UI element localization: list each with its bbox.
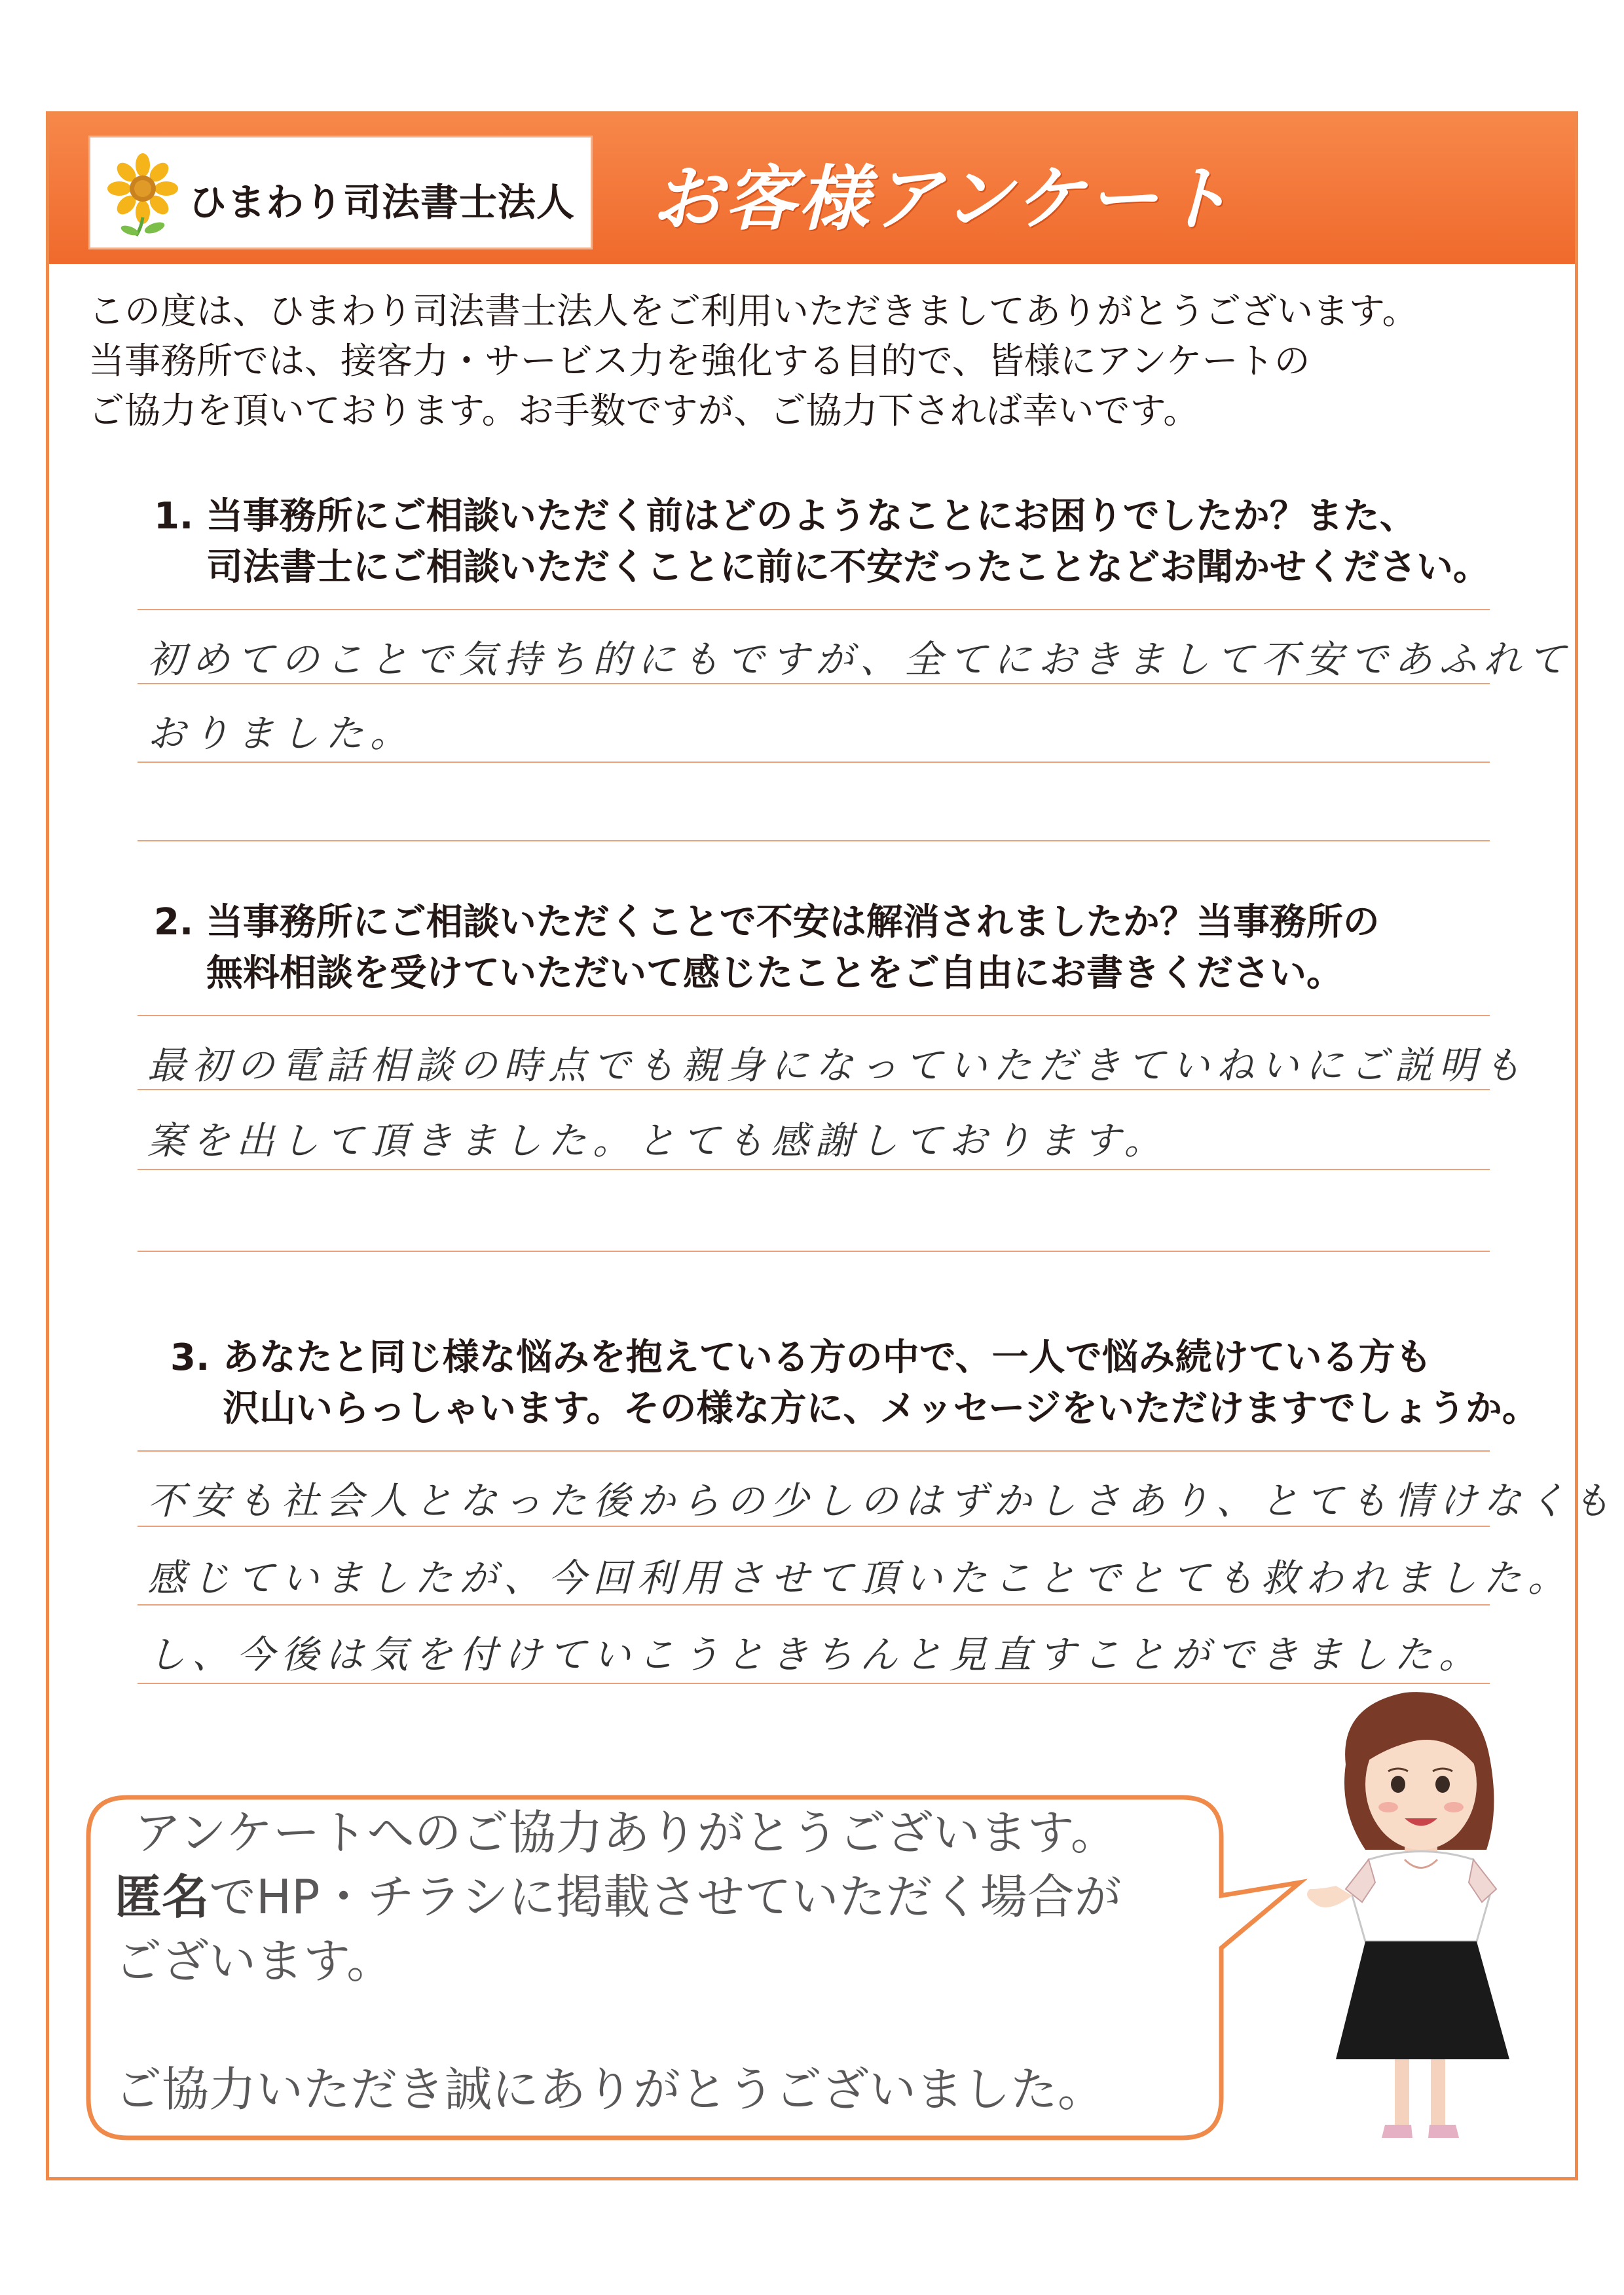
header-bar (49, 115, 1575, 264)
question-line: 無料相談を受けていただいて感じたことをご自由にお書きください。 (206, 952, 1343, 995)
answer-rule (138, 1683, 1490, 1684)
answer-rule (138, 683, 1490, 684)
intro-line: ご協力を頂いております。お手数ですが、ご協力下されば幸いです。 (88, 390, 1200, 431)
answer-rule (138, 1526, 1490, 1527)
bubble-message (115, 1801, 1122, 2121)
answer-rule (138, 1015, 1490, 1016)
answer-rule (138, 762, 1490, 763)
intro-text (88, 286, 1529, 435)
bubble-line: ご協力いただき誠にありがとうございました。 (115, 2062, 1105, 2117)
logo-text: ひまわり司法書士法人 (189, 180, 576, 225)
answer-rule (138, 1604, 1490, 1606)
answer-rule (138, 1089, 1490, 1090)
survey-sheet (46, 111, 1617, 2180)
answer-rule (138, 840, 1490, 841)
answer-rule (138, 1169, 1490, 1170)
answer-line: 感じていましたが、今回利用させて頂いたことでとても救われました。 (147, 1556, 1573, 1600)
bubble-spacer (115, 1993, 1122, 2057)
answer-line: 初めてのことで気持ち的にもですが、全てにおきまして不安であふれて (147, 637, 1573, 682)
intro-line: 当事務所では、接客力・サービス力を強化する目的で、皆様にアンケートの (88, 340, 1310, 382)
bubble-line: ございます。 (115, 1934, 394, 1989)
answer-rule (138, 1450, 1490, 1452)
sunflower-logo-icon (103, 152, 182, 237)
bubble-line-rest: でHP・チラシに掲載させていただく場合が (209, 1869, 1122, 1924)
question-line: 司法書士にご相談いただくことに前に不安だったことなどお聞かせください。 (206, 546, 1490, 589)
woman-illustration (1300, 1680, 1562, 2151)
question-line: 2. 当事務所にご相談いただくことで不安は解消されましたか？当事務所の (154, 901, 1380, 944)
question-line: 沢山いらっしゃいます。その様な方に、メッセージをいただけますでしょうか。 (223, 1387, 1539, 1430)
answer-line: し、今後は気を付けていこうときちんと見直すことができました。 (147, 1632, 1484, 1677)
intro-line: この度は、ひまわり司法書士法人をご利用いただきましてありがとうございます。 (88, 290, 1418, 332)
answer-rule (138, 609, 1490, 610)
bubble-bold-word: 匿名 (115, 1869, 210, 1924)
page-title: お客様アンケート (652, 158, 1234, 240)
logo-box (88, 136, 593, 249)
question-3 (170, 1332, 1539, 1435)
answer-line: 案を出して頂きました。とても感謝しております。 (147, 1118, 1169, 1163)
answer-line: 最初の電話相談の時点でも親身になっていただきていねいにご説明も (147, 1043, 1528, 1088)
bubble-line (115, 1865, 1122, 1929)
question-2 (154, 897, 1380, 999)
question-line: 3. あなたと同じ様な悩みを抱えている方の中で、一人で悩み続けている方も (170, 1336, 1432, 1379)
answer-rule (138, 1251, 1490, 1252)
question-line: 1. 当事務所にご相談いただく前はどのようなことにお困りでしたか？また、 (154, 495, 1416, 538)
answer-line: 不安も社会人となった後からの少しのはずかしさあり、とても情けなくも (147, 1478, 1617, 1523)
bubble-line: アンケートへのご協力ありがとうございます。 (134, 1805, 1118, 1860)
answer-line: おりました。 (147, 711, 415, 756)
question-1 (154, 491, 1490, 593)
